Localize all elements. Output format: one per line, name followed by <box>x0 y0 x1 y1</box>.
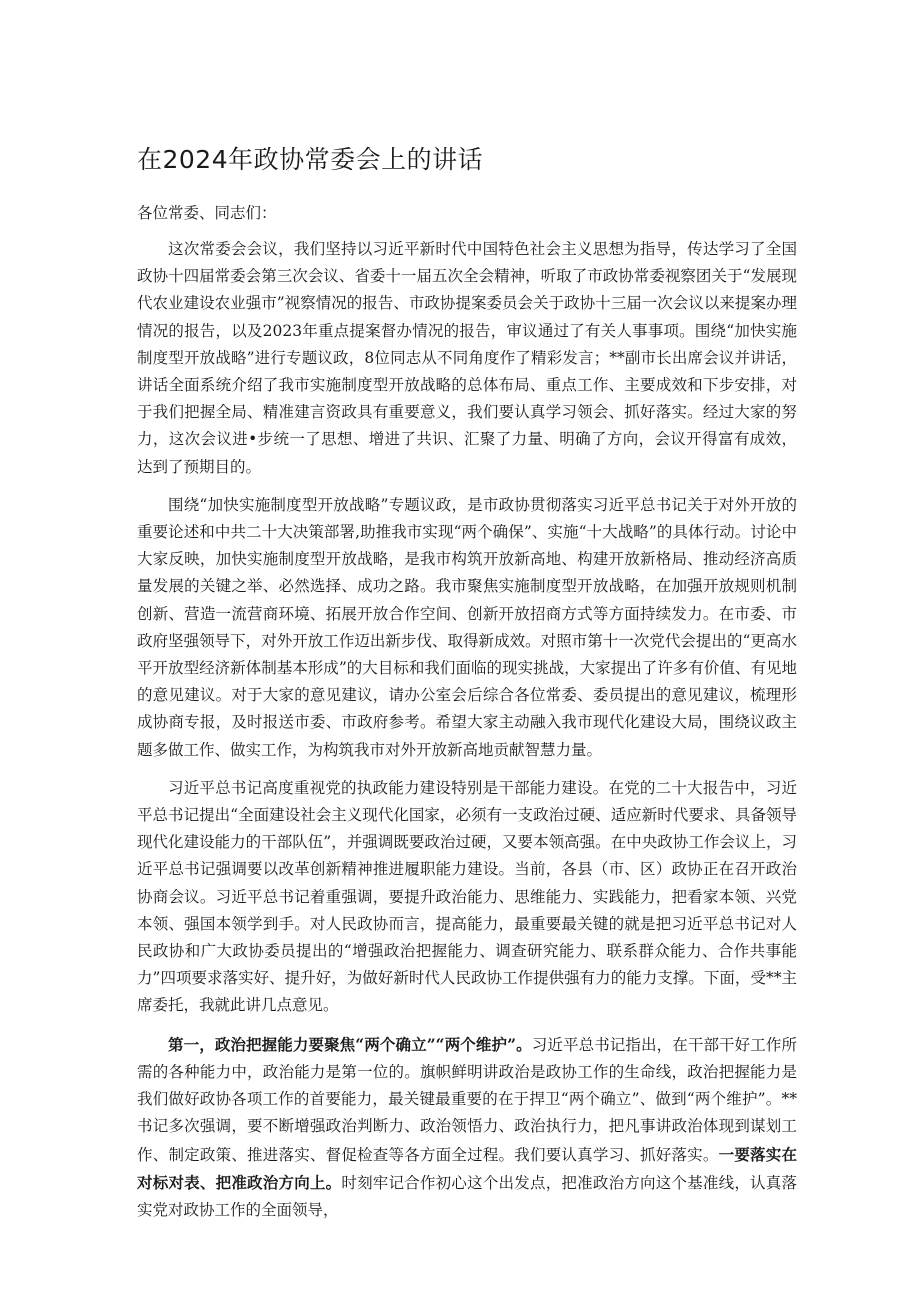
paragraph-1: 这次常委会会议，我们坚持以习近平新时代中国特色社会主义思想为指导，传达学习了全国政协十四届常委会第三次会议、省委十一届五次全会精神，听取了市政协常委视察团关于“发展现代农业建设农业强市”视察情况的报告、市政协提案委员会关于政协十三届一次会议以来提案办理情况的报告，以及2023年重点提案督办情况的报告，审议通过了有关人事事项。围绕“加快实施制度型开放战略”进行专题议政，8位同志从不同角度作了精彩发言；**副市长出席会议并讲话，讲话全面系统介绍了我市实施制度型开放战略的总体布局、重点工作、主要成效和下步安排，对于我们把握全局、精准建言资政具有重要意义，我们要认真学习领会、抓好落实。经过大家的努力，这次会议进•步统一了思想、增进了共识、汇聚了力量、明确了方向，会议开得富有成效，达到了预期目的。 <box>137 240 797 476</box>
document-page <box>137 140 797 1235</box>
salutation: 各位常委、同志们： <box>137 204 277 222</box>
paragraph-4-body: 习近平总书记指出，在干部干好工作所需的各种能力中，政治能力是第一位的。旗帜鲜明讲政治是政协工作的生命线，政治把握能力是我们做好政协各项工作的首要能力，最关键最重要的在于捍卫“两个确立”、做到“两个维护”。**书记多次强调，要不断增强政治判断力、政治领悟力、政治执行力，把凡事讲政治体现到谋划工作、制定政策、推进落实、督促检查等各方面全过程。我们要认真学习、抓好落实。 <box>137 1035 797 1164</box>
paragraph-3: 习近平总书记高度重视党的执政能力建设特别是干部能力建设。在党的二十大报告中，习近平总书记提出“全面建设社会主义现代化国家，必须有一支政治过硬、适应新时代要求、具备领导现代化建设能力的干部队伍”，并强调既要政治过硬，又要本领高强。在中央政协工作会议上，习近平总书记强调要以改革创新精神推进履职能力建设。当前，各县（市、区）政协正在召开政治协商会议。习近平总书记着重强调，要提升政治能力、思维能力、实践能力，把看家本领、兴党本领、强国本领学到手。对人民政协而言，提高能力，最重要最关键的就是把习近平总书记对人民政协和广大政协委员提出的“增强政治把握能力、调查研究能力、联系群众能力、合作共事能力”四项要求落实好、提升好，为做好新时代人民政协工作提供强有力的能力支撑。下面，受**主席委托，我就此讲几点意见。 <box>137 778 797 1015</box>
paragraph-4-bold-mid: 一要落实在对标对表、把准政治方向上。 <box>137 1144 797 1192</box>
paragraph-2: 围绕“加快实施制度型开放战略”专题议政，是市政协贯彻落实习近平总书记关于对外开放的重要论述和中共二十大决策部署,助推我市实现“两个确保”、实施“十大战略”的具体行动。讨论中大家反映，加快实施制度型开放战略，是我市构筑开放新高地、构建开放新格局、推动经济高质量发展的关键之举、必然选择、成功之路。我市聚焦实施制度型开放战略，在加强开放规则机制创新、营造一流营商环境、拓展开放合作空间、创新开放招商方式等方面持续发力。在市委、市政府坚强领导下，对外开放工作迈出新步伐、取得新成效。对照市第十一次党代会提出的“更高水平开放型经济新体制基本形成”的大目标和我们面临的现实挑战，大家提出了许多有价值、有见地的意见建议。对于大家的意见建议，请办公室会后综合各位常委、委员提出的意见建议，梳理形成协商专报，及时报送市委、市政府参考。希望大家主动融入我市现代化建设大局，围绕议政主题多做工作、做实工作，为构筑我市对外开放新高地贡献智慧力量。 <box>137 495 797 759</box>
paragraph-4-tail: 时刻牢记合作初心这个出发点，把准政治方向这个基准线，认真落实党对政协工作的全面领导， <box>137 1173 797 1219</box>
paragraph-4 <box>137 1031 797 1224</box>
document-title: 在2024年政协常委会上的讲话 <box>137 145 484 174</box>
paragraph-4-bold-lead: 第一，政治把握能力要聚焦“两个确立”“两个维护”。 <box>168 1034 532 1054</box>
